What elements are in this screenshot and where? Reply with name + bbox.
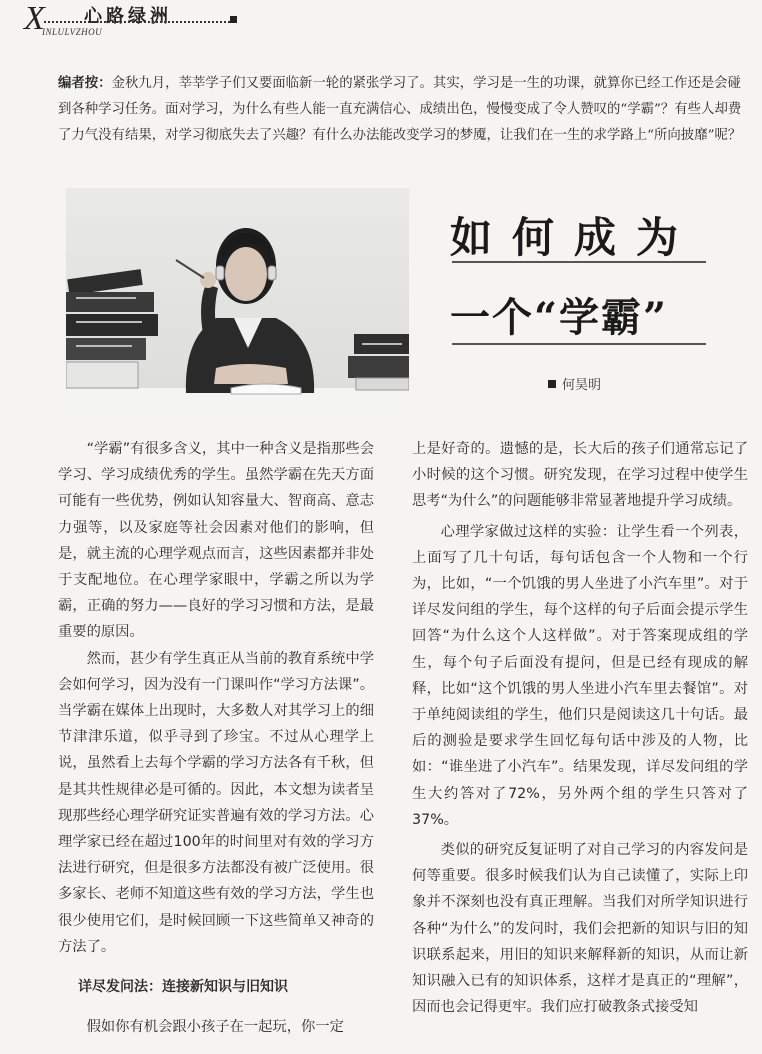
article-title-line2: 一个“学霸” [450,294,669,341]
editor-note-text: 金秋九月，莘莘学子们又要面临新一轮的紧张学习了。其实，学习是一生的功课，就算你已经工作还是会碰到各种学习任务。面对学习，为什么有些人能一直充满信心、成绩出色，慢慢变成了令人赞叹的“学霸”？有些人却费了力气没有结果，对学习彻底失去了兴趣？有什么办法能改变学习的梦魇，让我们在一生的求学路上“所向披靡”呢？ [58,76,742,143]
left-paragraph-1: “学霸”有很多含义，其中一种含义是指那些会学习、学习成绩优秀的学生。虽然学霸在先天方面可能有一些优势，例如认知容量大、智商高、意志力强等，以及家庭等社会因素对他们的影响，但是，就主流的心理学观点而言，这些因素都并非处于支配地位。在心理学家眼中，学霸之所以为学霸，正确的努力——良好的学习习惯和方法，是最重要的原因。 [58,441,374,641]
student-figure [176,228,314,393]
header-divider [44,21,230,23]
title-rule-bottom [452,343,706,345]
byline-square-icon [548,380,556,388]
right-book-stack-icon [348,334,409,390]
author-byline [548,374,601,393]
title-rule-top [452,261,706,263]
header-initial: X [24,0,45,37]
left-paragraph-2: 然而，甚少有学生真正从当前的教育系统中学会如何学习，因为没有一门课叫作“学习方法课”。当学霸在媒体上出现时，大多数人对其学习上的细节津津乐道，似乎寻到了珍宝。不过从心理学上说，虽然看上去每个学霸的学习方法各有千秋，但是其共性规律必是可循的。因此，本文想为读者呈现那些经心理学研究证实普遍有效的学习方法。心理学家已经在超过100年的时间里对有效的学习方法进行研究，但是很多方法都没有被广泛使用。很多家长、老师不知道这些有效的学习方法，学生也很少使用它们，是时候回顾一下这些简单又神奇的方法了。 [58,650,374,955]
editor-note [58,70,748,149]
section-subheading: 详尽发问法：连接新知识与旧知识 [78,979,288,996]
left-column [58,436,374,1048]
author-name: 何昊明 [562,378,602,393]
left-paragraph-3: 假如你有机会跟小孩子在一起玩，你一定 [86,1019,344,1036]
right-paragraph-3: 类似的研究反复证明了对自己学习的内容发问是何等重要。很多时候我们认为自己读懂了，实际上印象并不深刻也没有真正理解。当我们对所学知识进行各种“为什么”的发问时，我们会把新的知识与旧的知识联系起来，用旧的知识来解释新的知识，从而让新知识融入已有的知识体系，这样才是真正的“理解”，因而也会记得更牢。我们应打破教条式接受知 [412,842,748,1016]
column-title: 心路绿洲 [84,6,172,27]
column-subtitle: INLULVZHOU [42,27,103,37]
left-book-stack-icon [66,269,158,388]
header-square-icon [230,16,237,23]
article-title-line1: 如何成为 [450,213,699,262]
editor-note-label: 编者按： [58,75,112,91]
student-thinking-illustration [66,188,409,417]
right-paragraph-2: 心理学家做过这样的实验：让学生看一个列表，上面写了几十句话，每句话包含一个人物和一个行为，比如，“一个饥饿的男人坐进了小汽车里”。对于详尽发问组的学生，每个这样的句子后面会提示学生回答“为什么这个人这样做”。对于答案现成组的学生，每个句子后面没有提问，但是已经有现成的解释，比如“这个饥饿的男人坐进小汽车里去餐馆”。对于单纯阅读组的学生，他们只是阅读这几十句话。最后的测验是要求学生回忆每句话中涉及的人物，比如：“谁坐进了小汽车”。结果发现，详尽发问组的学生大约答对了72%，另外两个组的学生只答对了37%。 [412,523,748,828]
article-photo [66,188,409,417]
right-paragraph-1: 上是好奇的。遗憾的是，长大后的孩子们通常忘记了小时候的这个习惯。研究发现，在学习过程中使学生思考“为什么”的问题能够非常显著地提升学习成绩。 [412,441,748,510]
right-column [412,436,748,1048]
